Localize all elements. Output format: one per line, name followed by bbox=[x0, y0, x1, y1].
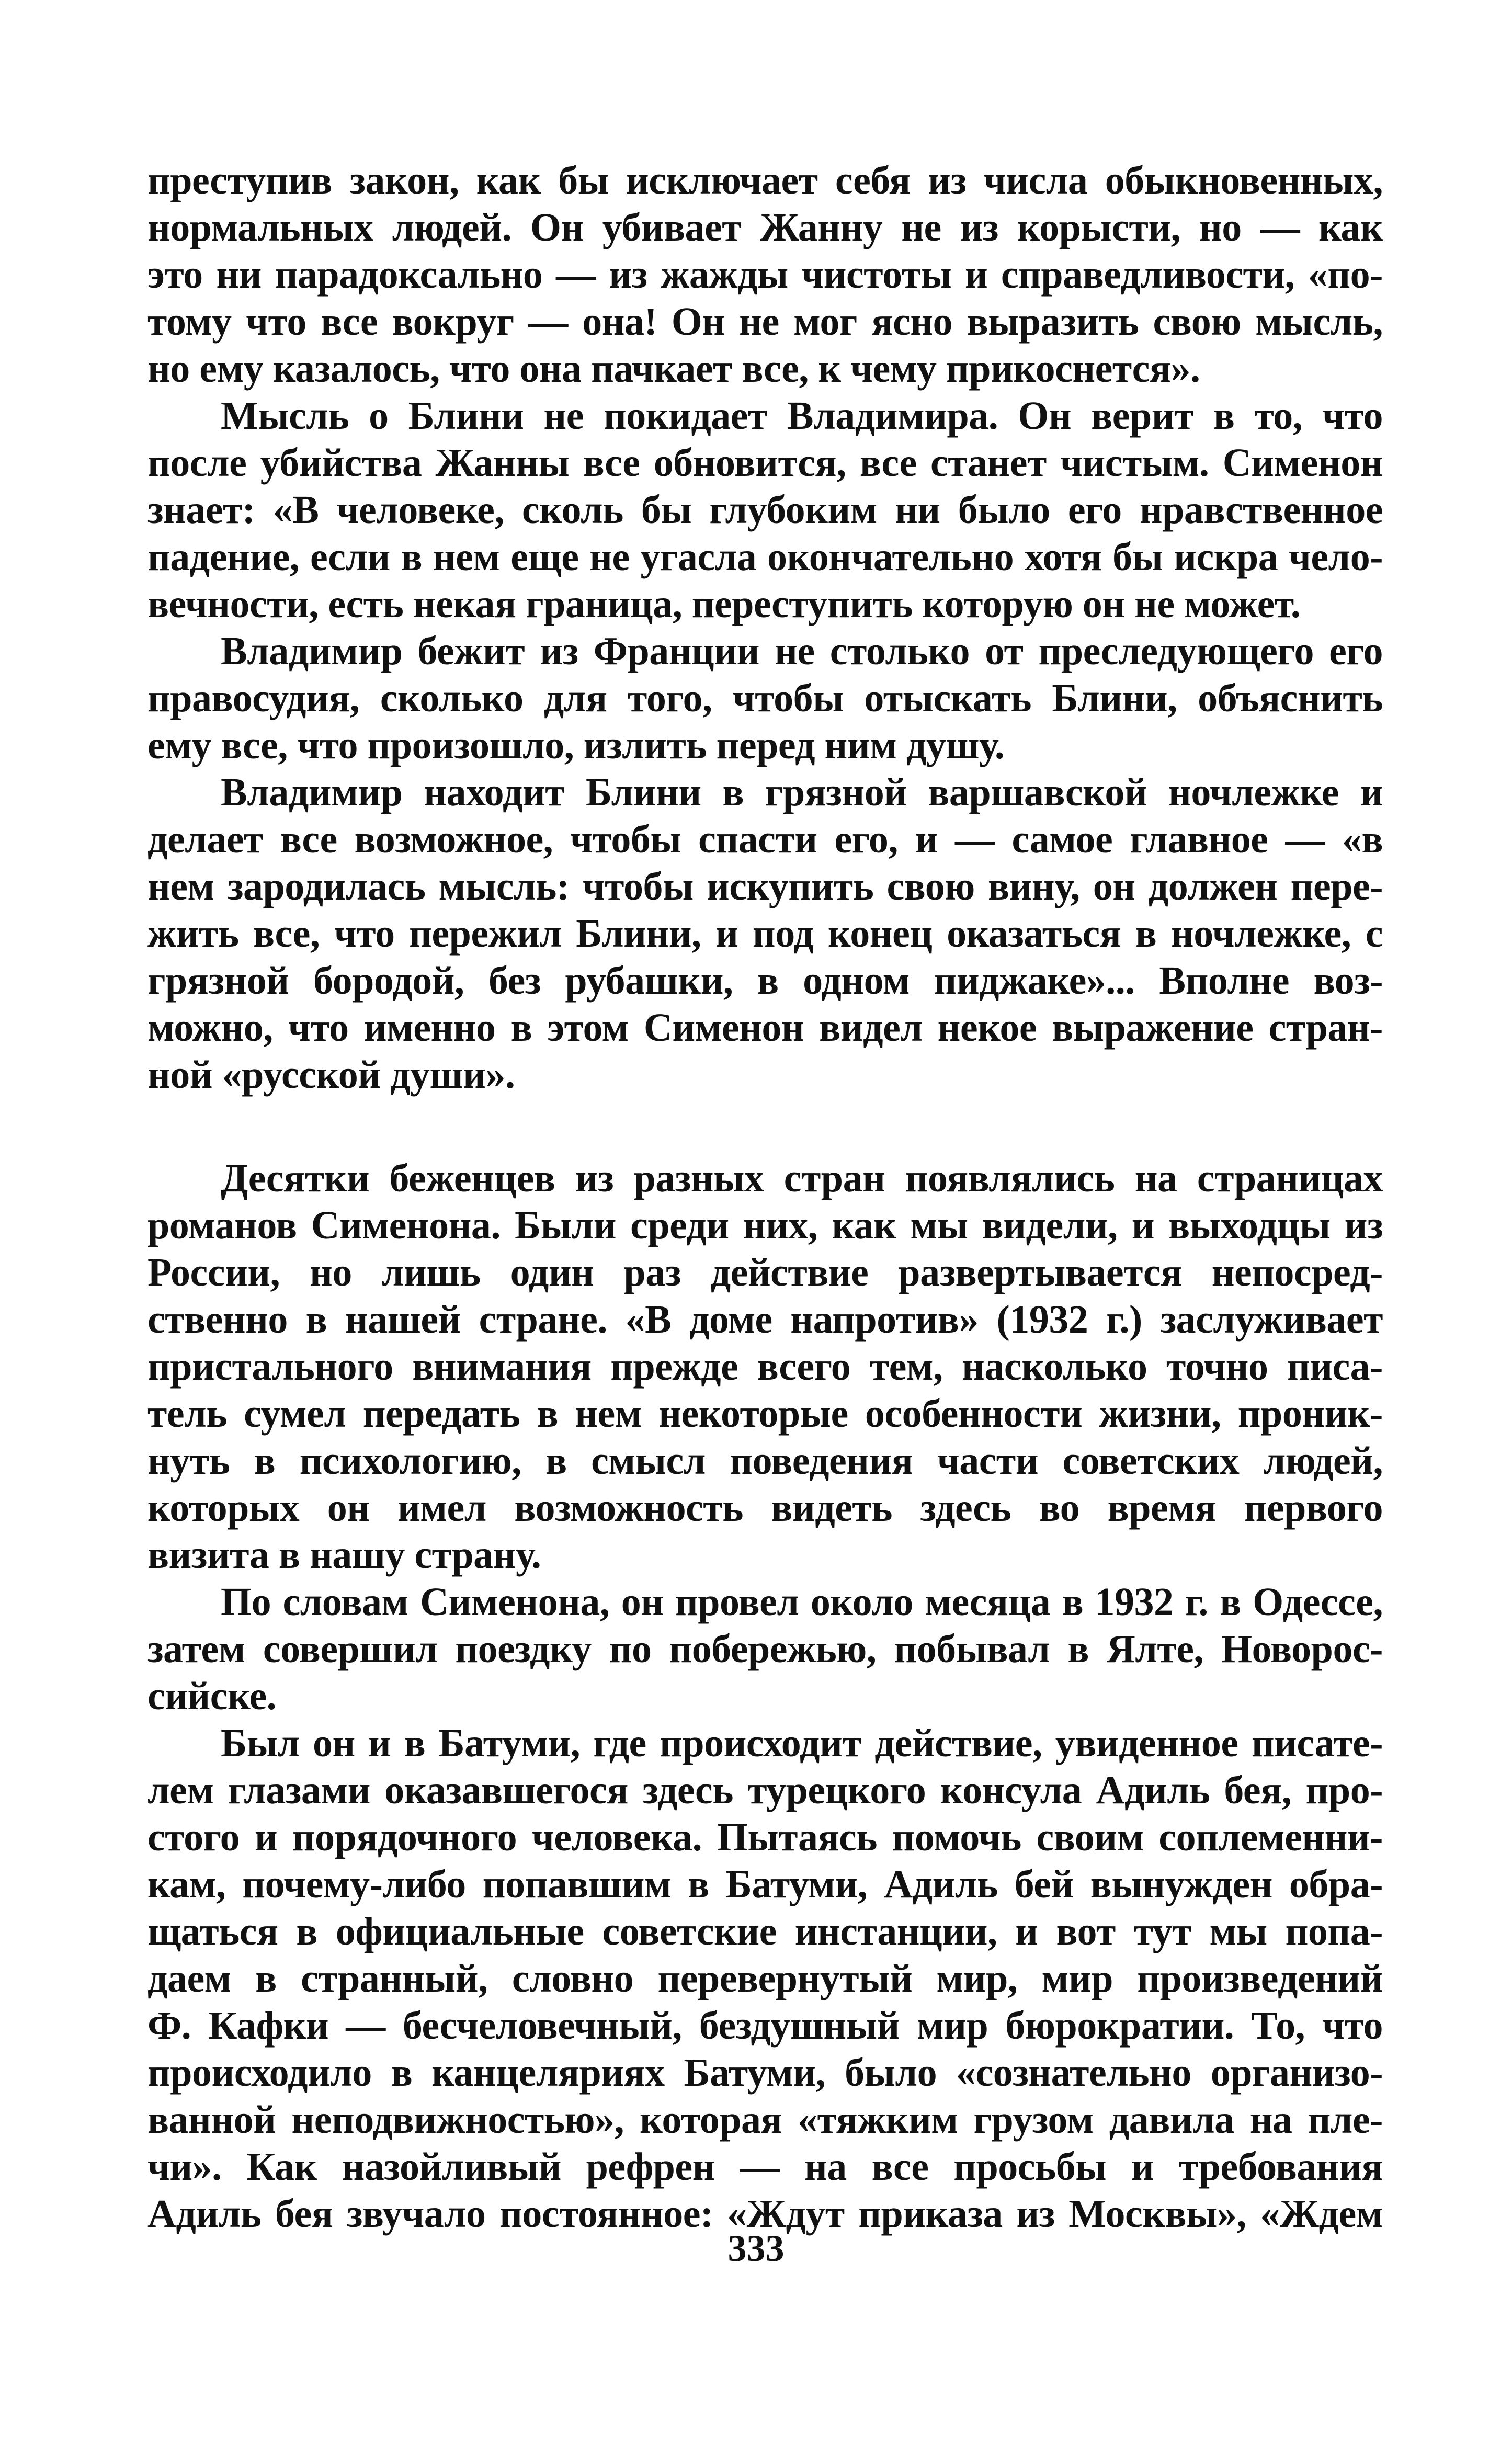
text-line: правосудия, сколько для того, чтобы отыскать Блини, объяснить bbox=[147, 676, 1383, 720]
paragraph bbox=[147, 157, 1383, 392]
text-line: пристального внимания прежде всего тем, насколько точно писа- bbox=[147, 1345, 1383, 1389]
text-line: России, но лишь один раз действие развертывается непосред- bbox=[147, 1251, 1383, 1294]
text-line: стого и порядочного человека. Пытаясь помочь своим соплеменни- bbox=[147, 1815, 1383, 1859]
paragraph bbox=[147, 1578, 1383, 1720]
text-line: ственно в нашей стране. «В доме напротив» (1932 г.) заслуживает bbox=[147, 1298, 1383, 1342]
text-line: романов Сименона. Были среди них, как мы видели, и выходцы из bbox=[147, 1203, 1383, 1247]
text-line: тель сумел передать в нем некоторые особенности жизни, проник- bbox=[147, 1392, 1383, 1436]
text-line: происходило в канцеляриях Батуми, было «сознательно организо- bbox=[147, 2051, 1383, 2095]
text-line: тому что все вокруг — она! Он не мог ясно выразить свою мысль, bbox=[147, 300, 1383, 344]
text-line: нуть в психологию, в смысл поведения части советских людей, bbox=[147, 1439, 1383, 1483]
text-line: даем в странный, словно перевернутый мир, мир произведений bbox=[147, 1957, 1383, 2000]
text-line: жить все, что пережил Блини, и под конец оказаться в ночлежке, с bbox=[147, 912, 1383, 956]
text-line: Адиль бея звучало постоянное: «Ждут приказа из Москвы», «Ждем bbox=[147, 2192, 1383, 2236]
text-line: преступив закон, как бы исключает себя из числа обыкновенных, bbox=[147, 158, 1383, 202]
text-line: грязной бородой, без рубашки, в одном пиджаке»... Вполне воз- bbox=[147, 959, 1383, 1003]
text-line: ванной неподвижностью», которая «тяжким грузом давила на пле- bbox=[147, 2098, 1383, 2142]
page-number: 333 bbox=[727, 2227, 785, 2269]
paragraph bbox=[147, 1720, 1383, 2237]
text-line: нем зародилась мысль: чтобы искупить свою вину, он должен пере- bbox=[147, 865, 1383, 908]
text-line: но ему казалось, что она пачкает все, к чему прикоснется». bbox=[147, 347, 1200, 391]
text-line: кам, почему-либо попавшим в Батуми, Адиль бей вынужден обра- bbox=[147, 1862, 1383, 1906]
text-line: Был он и в Батуми, где происходит действие, увиденное писате- bbox=[221, 1721, 1383, 1765]
text-line: визита в нашу страну. bbox=[147, 1533, 541, 1577]
paragraph bbox=[147, 628, 1383, 769]
text-line: Мысль о Блини не покидает Владимира. Он верит в то, что bbox=[221, 394, 1383, 438]
text-line: затем совершил поездку по побережью, побывал в Ялте, Новорос- bbox=[147, 1627, 1383, 1671]
text-line: ему все, что произошло, излить перед ним душу. bbox=[147, 723, 1005, 767]
text-line: можно, что именно в этом Сименон видел некое выражение стран- bbox=[147, 1006, 1383, 1050]
text-line: чи». Как назойливый рефрен — на все просьбы и требования bbox=[147, 2145, 1383, 2189]
paragraph bbox=[147, 769, 1383, 1098]
text-line: Владимир находит Блини в грязной варшавской ночлежке и bbox=[221, 770, 1383, 814]
text-line: которых он имел возможность видеть здесь во время первого bbox=[147, 1486, 1383, 1530]
text-line: падение, если в нем еще не угасла окончательно хотя бы искра чело- bbox=[147, 535, 1383, 579]
text-line: сийске. bbox=[147, 1674, 277, 1718]
text-line: Владимир бежит из Франции не столько от преследующего его bbox=[221, 629, 1383, 673]
body-text bbox=[147, 157, 1383, 2237]
paragraph bbox=[147, 392, 1383, 628]
paragraph bbox=[147, 1155, 1383, 1578]
text-line: ной «русской души». bbox=[147, 1053, 515, 1097]
text-line: вечности, есть некая граница, переступить которую он не может. bbox=[147, 582, 1301, 626]
text-line: щаться в официальные советские инстанции, и вот тут мы попа- bbox=[147, 1909, 1383, 1953]
section-break bbox=[147, 1098, 1383, 1155]
text-line: после убийства Жанны все обновится, все станет чистым. Сименон bbox=[147, 441, 1383, 485]
text-line: нормальных людей. Он убивает Жанну не из корысти, но — как bbox=[147, 206, 1383, 249]
text-line: знает: «В человеке, сколь бы глубоким ни было его нравственное bbox=[147, 488, 1383, 532]
text-line: По словам Сименона, он провел около месяца в 1932 г. в Одессе, bbox=[221, 1580, 1383, 1624]
text-line: Десятки беженцев из разных стран появлялись на страницах bbox=[221, 1156, 1383, 1200]
text-line: Ф. Кафки — бесчеловечный, бездушный мир бюрократии. То, что bbox=[147, 2004, 1383, 2048]
text-line: это ни парадоксально — из жажды чистоты и справедливости, «по- bbox=[147, 253, 1383, 297]
text-line: делает все возможное, чтобы спасти его, и — самое главное — «в bbox=[147, 817, 1383, 861]
text-line: лем глазами оказавшегося здесь турецкого консула Адиль бея, про- bbox=[147, 1768, 1383, 1812]
